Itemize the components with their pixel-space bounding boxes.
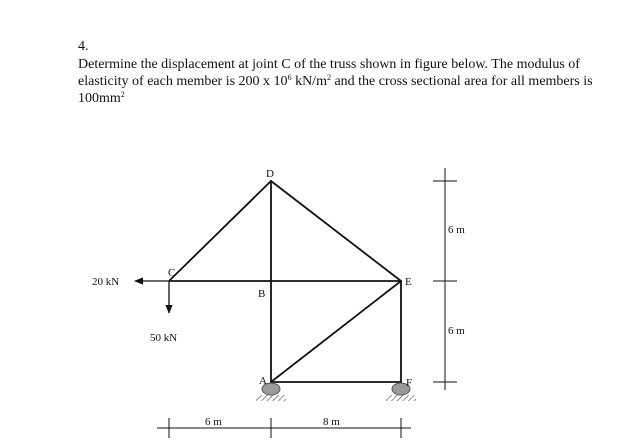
joint-label-e: E (405, 276, 412, 288)
joint-label-d: D (266, 168, 274, 180)
joint-label-f: F (406, 377, 413, 389)
problem-number: 4. (78, 39, 89, 54)
exponent-area: 2 (120, 90, 125, 99)
dimension-label-af: 8 m (323, 416, 340, 428)
dimension-vertical (433, 168, 457, 390)
member-cd (169, 181, 271, 281)
joint-label-c: C (168, 267, 176, 279)
load-vertical-label: 50 kN (150, 332, 178, 344)
dimension-horizontal (157, 418, 411, 438)
joint-label-b: B (258, 288, 266, 300)
truss-members (169, 181, 401, 382)
exponent-unit: 2 (326, 73, 331, 82)
load-horizontal-label: 20 kN (92, 276, 120, 288)
problem-text-part1: Determine the displacement at joint C of the truss shown in figure below. The modulus of elasticity of each member is 200 x 10 (78, 57, 580, 89)
member-de (271, 181, 401, 281)
problem-text-part2: kN/m (291, 74, 327, 89)
dimension-label-ca: 6 m (205, 416, 222, 428)
problem-text-part3: and the cross sectional area for all members is 100mm (78, 74, 593, 106)
member-ae (271, 281, 401, 382)
dimension-label-ef: 6 m (448, 325, 465, 337)
joint-label-a: A (259, 375, 267, 387)
exponent-modulus: 6 (287, 73, 292, 82)
dimension-label-de: 6 m (448, 224, 465, 236)
